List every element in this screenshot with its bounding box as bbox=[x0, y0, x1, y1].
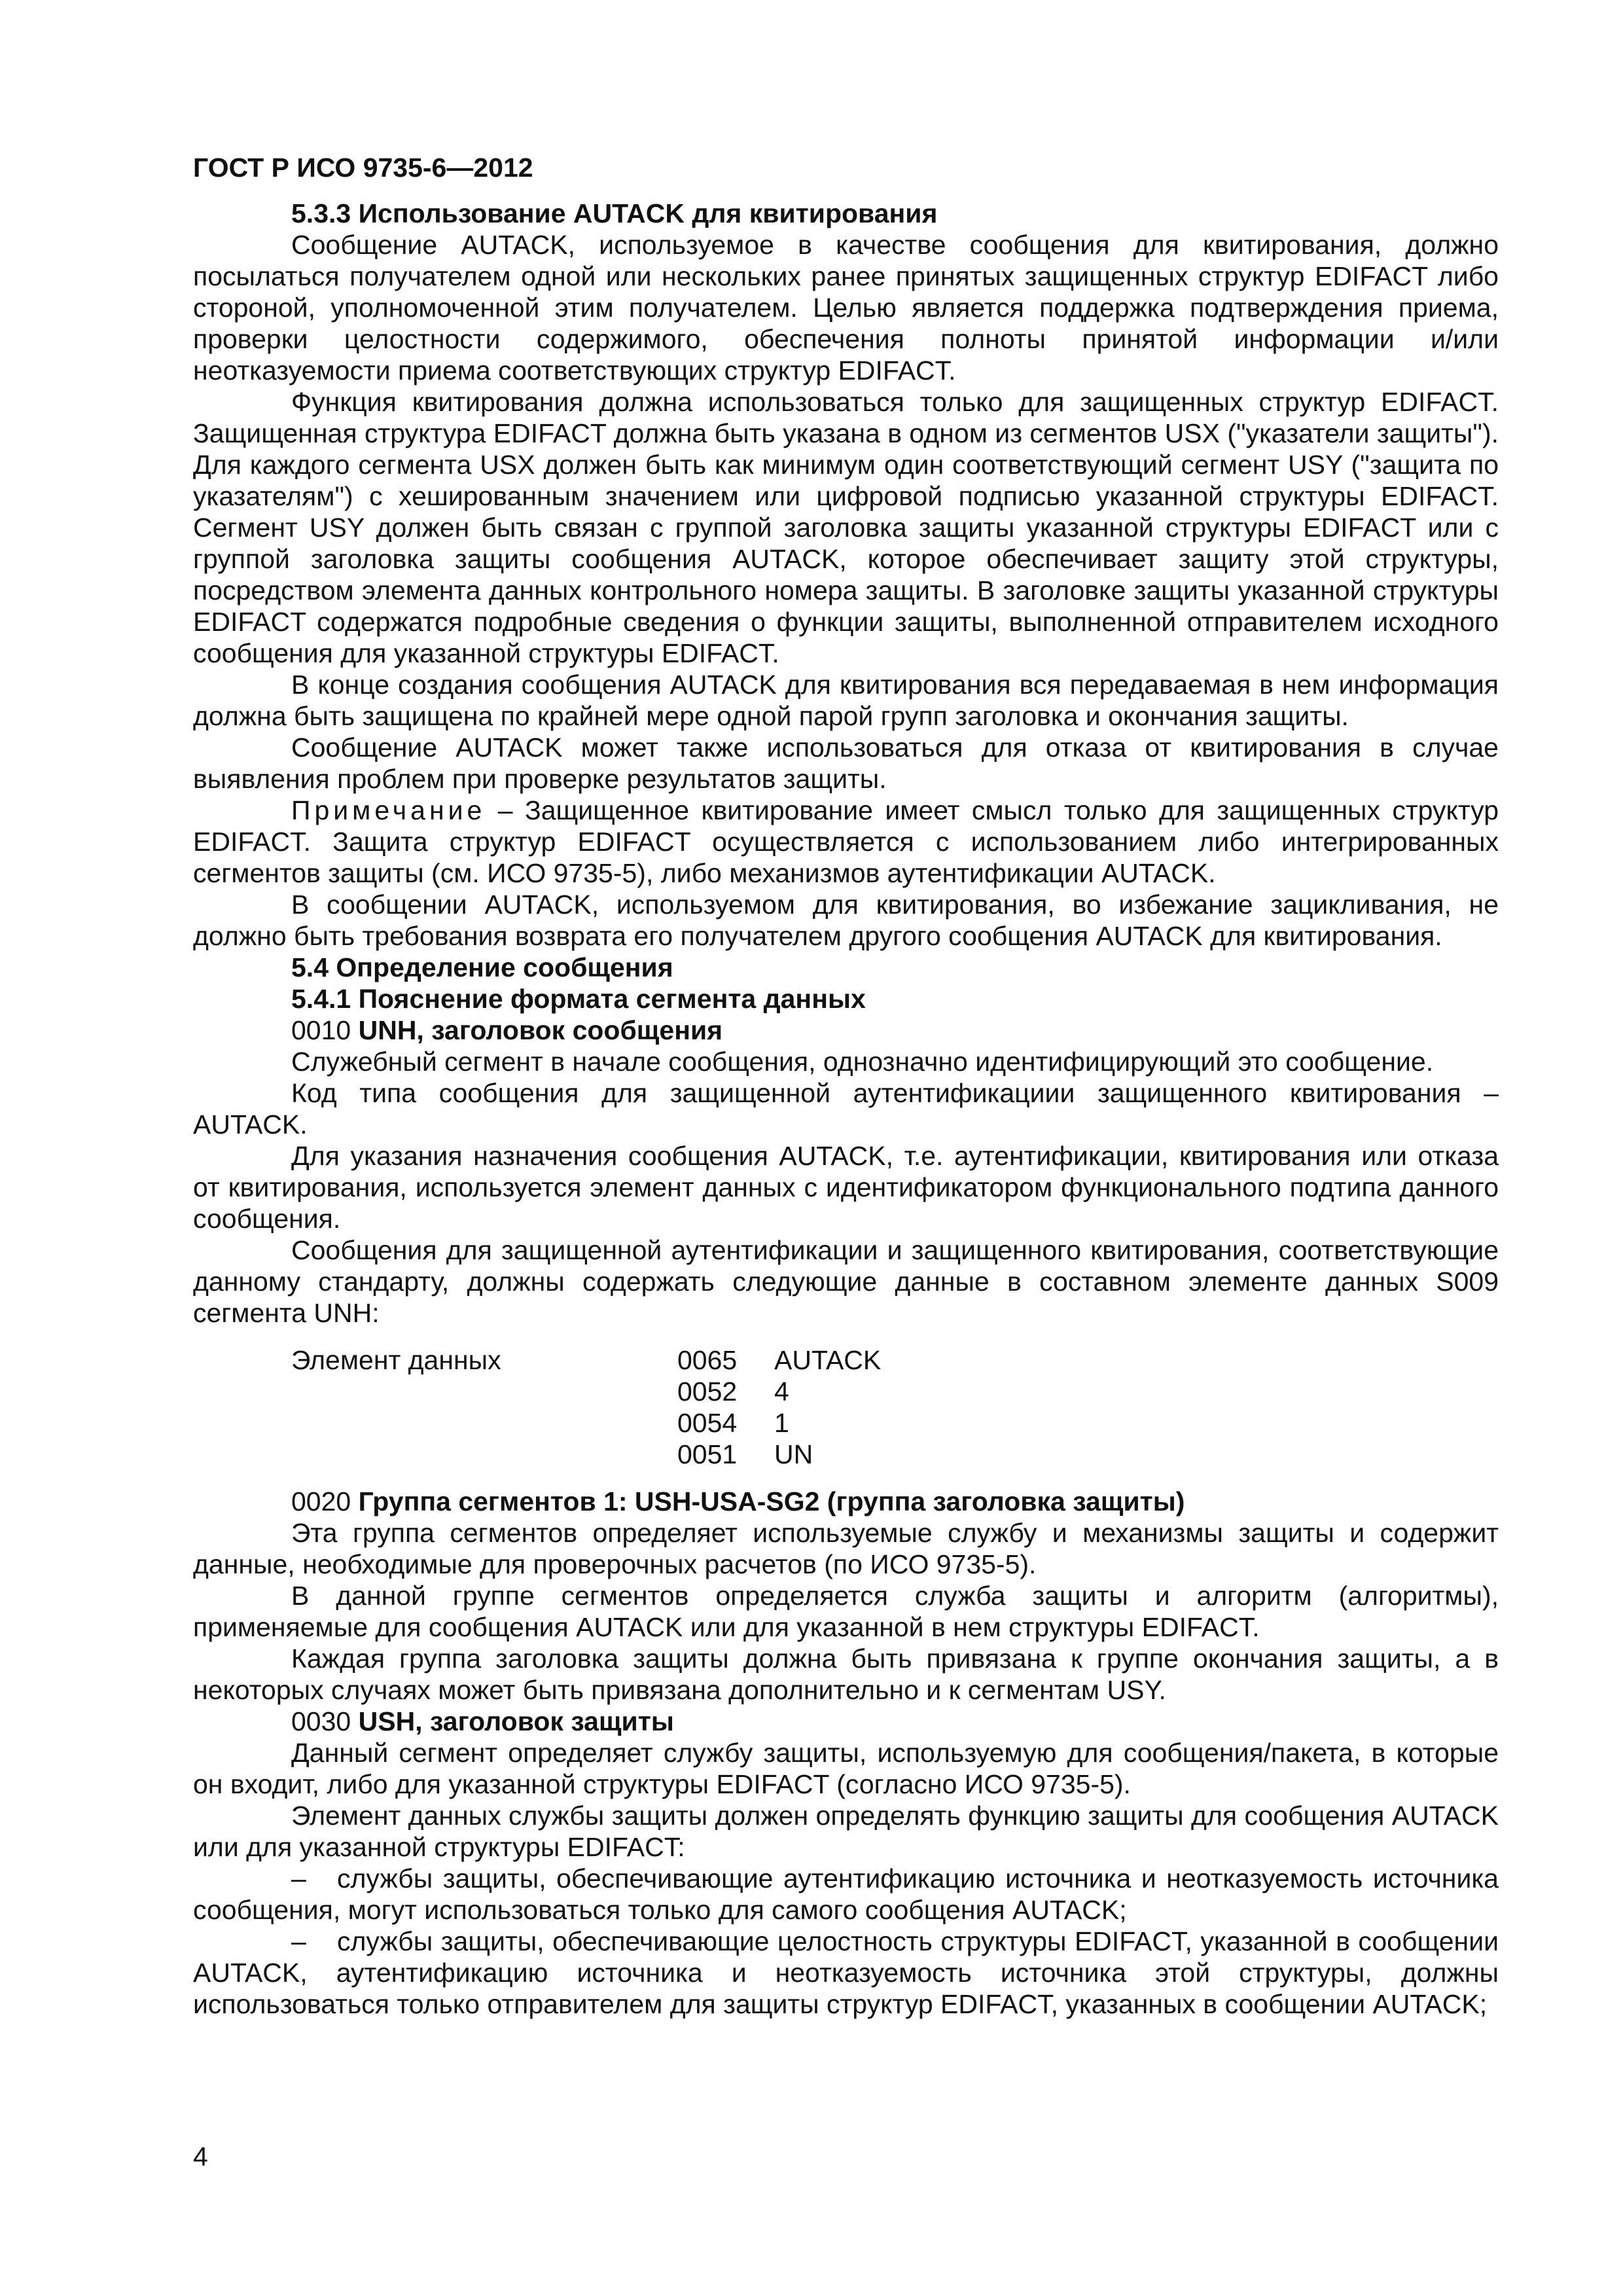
segment-heading-ush bbox=[291, 1706, 1499, 1737]
segment-code: 0020 bbox=[291, 1486, 359, 1516]
segment-heading-unh bbox=[291, 1014, 1499, 1046]
segment-title: UNH, заголовок сообщения bbox=[358, 1015, 723, 1045]
table-cell-code: 0054 bbox=[677, 1408, 738, 1438]
table-label: Элемент данных bbox=[291, 1345, 501, 1375]
paragraph: В сообщении AUTACK, используемом для квитирования, во избежание зацикливания, не должно быть требования возврата его получателем другого сообщения AUTACK для квитирования. bbox=[193, 889, 1499, 951]
note-paragraph bbox=[193, 795, 1499, 889]
document-header: ГОСТ Р ИСО 9735-6—2012 bbox=[193, 152, 533, 183]
note-label: Примечание bbox=[291, 795, 486, 825]
paragraph: Элемент данных службы защиты должен определять функцию защиты для сообщения AUTACK или для указанной структуры EDIFACT: bbox=[193, 1801, 1499, 1862]
table-spacer bbox=[291, 1376, 677, 1407]
paragraph: Сообщение AUTACK может также использоваться для отказа от квитирования в случае выявления проблем при проверке результатов защиты. bbox=[193, 732, 1499, 794]
paragraph: В данной группе сегментов определяется служба защиты и алгоритм (алгоритмы), применяемые для сообщения AUTACK или для указанной в нем структуры EDIFACT. bbox=[193, 1581, 1499, 1642]
dash-bullet: – bbox=[291, 1863, 306, 1893]
document-page bbox=[193, 152, 1499, 2020]
table-cell-value: 4 bbox=[774, 1376, 789, 1407]
list-item-text: службы защиты, обеспечивающие аутентификацию источника и неотказуемость источника сообщения, могут использоваться только для самого сообщения AUTACK; bbox=[193, 1863, 1499, 1925]
paragraph: Для указания назначения сообщения AUTACK, т.е. аутентификации, квитирования или отказа от квитирования, используется элемент данных с идентификатором функционального подтипа данного сообщения. bbox=[193, 1141, 1499, 1234]
table-cell-code: 0052 bbox=[677, 1376, 738, 1407]
table-spacer bbox=[291, 1407, 677, 1439]
page-number: 4 bbox=[193, 2142, 208, 2172]
segment-code: 0010 bbox=[291, 1015, 359, 1045]
paragraph: Сообщение AUTACK, используемое в качестве сообщения для квитирования, должно посылаться получателем одной или нескольких ранее принятых защищенных структур EDIFACT либо стороной, уполномоченной этим получателем. Целью является поддержка подтверждения приема, проверки целостности содержимого, обеспечения полноты принятой информации и/или неотказуемости приема соответствующих структур EDIFACT. bbox=[193, 230, 1499, 386]
table-cell-code: 0051 bbox=[677, 1439, 738, 1469]
paragraph: Служебный сегмент в начале сообщения, однозначно идентифицирующий это сообщение. bbox=[291, 1047, 1434, 1077]
dash-bullet: – bbox=[291, 1926, 306, 1956]
segment-title: USH, заголовок защиты bbox=[358, 1706, 674, 1736]
segment-code: 0030 bbox=[291, 1706, 359, 1736]
paragraph: В конце создания сообщения AUTACK для квитирования вся передаваемая в нем информация должна быть защищена по крайней мере одной парой групп заголовка и окончания защиты. bbox=[193, 670, 1499, 731]
list-item-text: службы защиты, обеспечивающие целостность структуры EDIFACT, указанной в сообщении AUTACK, аутентификацию источника и неотказуемость источника этой структуры, должны использоваться только отправителем для защиты структур EDIFACT, указанных в сообщении AUTACK; bbox=[193, 1926, 1499, 2019]
table-cell-value: 1 bbox=[774, 1408, 789, 1438]
segment-title: Группа сегментов 1: USH-USA-SG2 (группа заголовка защиты) bbox=[358, 1486, 1185, 1516]
data-element-table bbox=[291, 1344, 1499, 1470]
segment-heading-group-1 bbox=[291, 1486, 1499, 1517]
section-heading-5-4: 5.4 Определение сообщения bbox=[291, 952, 673, 982]
paragraph: Каждая группа заголовка защиты должна быть привязана к группе окончания защиты, а в некоторых случаях может быть привязана дополнительно и к сегментам USY. bbox=[193, 1643, 1499, 1705]
table-cell-value: UN bbox=[774, 1439, 813, 1469]
list-item bbox=[193, 1926, 1499, 2020]
paragraph: Функция квитирования должна использоваться только для защищенных структур EDIFACT. Защищенная структура EDIFACT должна быть указана в одном из сегментов USX ("указатели защиты"). Для каждого сегмента USX должен быть как минимум один соответствующий сегмент USY ("защита по указателям") с хешированным значением или цифровой подписью указанной структуры EDIFACT. Сегмент USY должен быть связан с группой заголовка защиты указанной структуры EDIFACT или с группой заголовка защиты сообщения AUTACK, которое обеспечивает защиту этой структуры, посредством элемента данных контрольного номера защиты. В заголовке защиты указанной структуры EDIFACT содержатся подробные сведения о функции защиты, выполненной отправителем исходного сообщения для указанной структуры EDIFACT. bbox=[193, 387, 1499, 668]
section-heading-5-4-1: 5.4.1 Пояснение формата сегмента данных bbox=[291, 984, 866, 1014]
paragraph: Код типа сообщения для защищенной аутентификациии защищенного квитирования – AUTACK. bbox=[193, 1078, 1499, 1139]
paragraph: Эта группа сегментов определяет используемые службу и механизмы защиты и содержит данные, необходимые для проверочных расчетов (по ИСО 9735-5). bbox=[193, 1518, 1499, 1579]
paragraph: Данный сегмент определяет службу защиты, используемую для сообщения/пакета, в которые он входит, либо для указанной структуры EDIFACT (согласно ИСО 9735-5). bbox=[193, 1738, 1499, 1799]
section-heading-5-3-3: 5.3.3 Использование AUTACK для квитирования bbox=[291, 198, 938, 228]
list-item bbox=[193, 1863, 1499, 1926]
table-cell-value: AUTACK bbox=[774, 1345, 882, 1375]
note-text: – Защищенное квитирование имеет смысл только для защищенных структур EDIFACT. Защита структур EDIFACT осуществляется с использованием либо интегрированных сегментов защиты (см. ИСО 9735-5), либо механизмов аутентификации AUTACK. bbox=[193, 795, 1499, 888]
table-spacer bbox=[291, 1439, 677, 1470]
table-cell-code: 0065 bbox=[677, 1345, 738, 1375]
paragraph: Сообщения для защищенной аутентификации и защищенного квитирования, соответствующие данному стандарту, должны содержать следующие данные в составном элементе данных S009 сегмента UNH: bbox=[193, 1235, 1499, 1328]
